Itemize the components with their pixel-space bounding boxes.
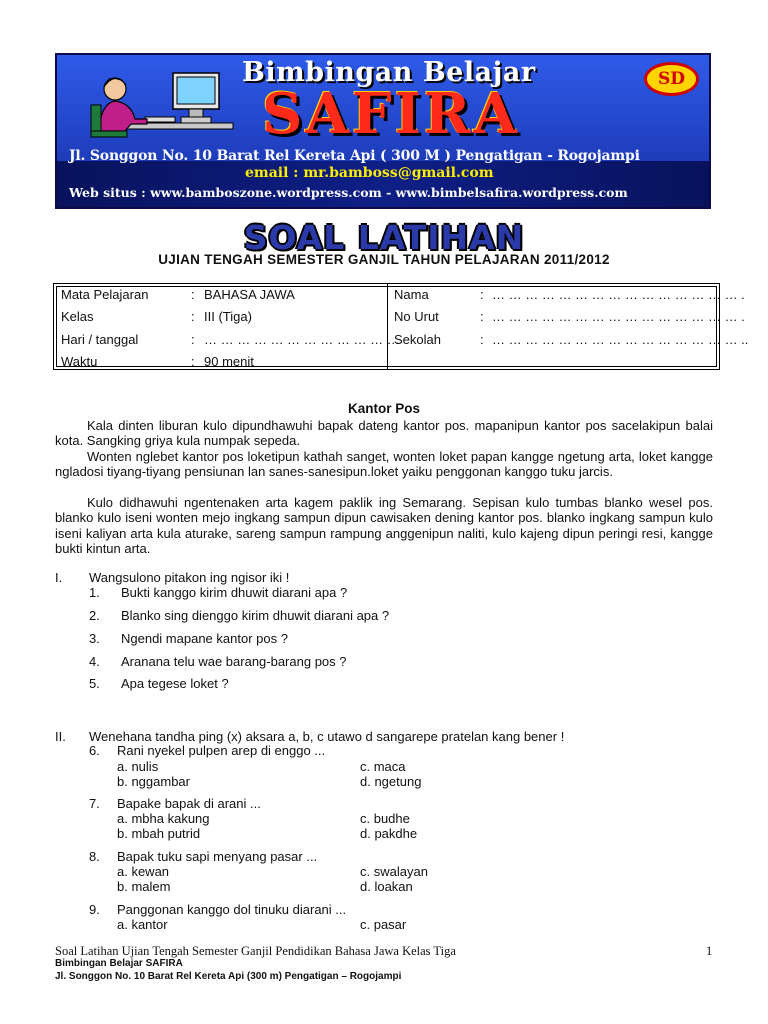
question-6-text: Rani nyekel pulpen arep di enggo ... (117, 743, 326, 758)
banner (55, 53, 711, 209)
story-paragraph-3: Kulo didhawuhi ngentenaken arta kagem paklik ing Semarang. Sepisan kulo tumbas blanko wesel pos. blanko kulo iseni wonten mejo ingkang sampun dipun cawisaken dening kantor pos. blanko ingkang sampun kulo iseni kaliyan arta kula aturake, sareng sampun rampung anggenipun naliti, kulo kajeng dipun peringi resi, kangge bukti kintun arta. (55, 495, 713, 556)
student-computer-illustration (85, 61, 235, 145)
question-4-number: 4. (89, 654, 100, 669)
question-8-option-b: b. malem (117, 879, 171, 894)
question-6-option-b: b. nggambar (117, 774, 190, 789)
question-7-option-b: b. mbah putrid (117, 826, 201, 841)
question-1-text: Bukti kanggo kirim dhuwit diarani apa ? (121, 585, 348, 600)
question-6-option-d: d. ngetung (360, 774, 422, 789)
footer-address: Jl. Songgon No. 10 Barat Rel Kereta Api (300 m) Pengatigan – Rogojampi (55, 971, 402, 982)
question-7-option-a: a. mbha kakung (117, 811, 210, 826)
question-6-option-c: c. maca (360, 759, 406, 774)
footer-title: Soal Latihan Ujian Tengah Semester Ganjil Pendidikan Bahasa Jawa Kelas Tiga (55, 944, 456, 958)
question-1-number: 1. (89, 585, 100, 600)
banner-title: Bimbingan Belajar (242, 57, 536, 88)
question-7-option-c: c. budhe (360, 811, 410, 826)
question-9-text: Panggonan kanggo dol tinuku diarani ... (117, 902, 347, 917)
page-title: SOAL LATIHAN (243, 218, 525, 257)
question-5-text: Apa tegese loket ? (121, 676, 229, 691)
question-3-text: Ngendi mapane kantor pos ? (121, 631, 288, 646)
page-subtitle: UJIAN TENGAH SEMESTER GANJIL TAHUN PELAJARAN 2011/2012 (158, 252, 610, 267)
footer-brand: Bimbingan Belajar SAFIRA (55, 958, 183, 969)
question-7-option-d: d. pakdhe (360, 826, 418, 841)
question-7-number: 7. (89, 796, 100, 811)
question-2-text: Blanko sing dienggo kirim dhuwit diarani apa ? (121, 608, 390, 623)
question-8-option-c: c. swalayan (360, 864, 428, 879)
story-paragraph-2: Wonten nglebet kantor pos loketipun kathah sanget, wonten loket papan kangge ngetung arta, loket kangge ngladosi tiyang-tiyang pensiunan lan sanes-sanesipun.loket yaiku penggonan kanggo tuku jarcis. (55, 449, 713, 480)
student-info-table: Mata Pelajaran : BAHASA JAWA Kelas : III (Tiga) Hari / tanggal : … … … … … … … … … … … … Waktu : 90 menit Nama : … … … … … … … … … … … … … … … . No Urut : … … … … … … … … … … … … … … … . Sekolah : … … … … … … … … … … … … … … … .. (53, 283, 720, 370)
banner-brand: SAFIRA (262, 81, 520, 147)
question-8-option-a: a. kewan (117, 864, 170, 879)
story-title: Kantor Pos (347, 401, 420, 416)
question-8-option-d: d. loakan (360, 879, 413, 894)
question-9-number: 9. (89, 902, 100, 917)
banner-address: Jl. Songgon No. 10 Barat Rel Kereta Api ( 300 M ) Pengatigan - Rogojampi (69, 148, 640, 164)
sd-badge: SD (644, 62, 699, 96)
banner-web: Web situs : www.bamboszone.wordpress.com - www.bimbelsafira.wordpress.com (69, 185, 628, 200)
question-6-number: 6. (89, 743, 100, 758)
banner-email: email : mr.bamboss@gmail.com (245, 165, 494, 181)
question-6-option-a: a. nulis (117, 759, 159, 774)
section-2-instruction: Wenehana tandha ping (x) aksara a, b, c utawo d sangarepe pratelan kang bener ! (89, 729, 565, 744)
question-7-text: Bapake bapak di arani ... (117, 796, 261, 811)
question-4-text: Aranana telu wae barang-barang pos ? (121, 654, 347, 669)
question-3-number: 3. (89, 631, 100, 646)
question-9-option-c: c. pasar (360, 917, 407, 932)
question-5-number: 5. (89, 676, 100, 691)
question-8-number: 8. (89, 849, 100, 864)
story-paragraph-1: Kala dinten liburan kulo dipundhawuhi bapak dateng kantor pos. mapanipun kantor pos sacelakipun balai kota. Sangking griya kula numpak sepeda. (55, 418, 713, 449)
info-divider (387, 284, 388, 369)
section-1-numeral: I. (55, 570, 63, 585)
page-number: 1 (706, 944, 713, 958)
question-2-number: 2. (89, 608, 100, 623)
section-2-numeral: II. (55, 729, 66, 744)
section-1-instruction: Wangsulono pitakon ing ngisor iki ! (89, 570, 290, 585)
question-9-option-a: a. kantor (117, 917, 168, 932)
question-8-text: Bapak tuku sapi menyang pasar ... (117, 849, 318, 864)
